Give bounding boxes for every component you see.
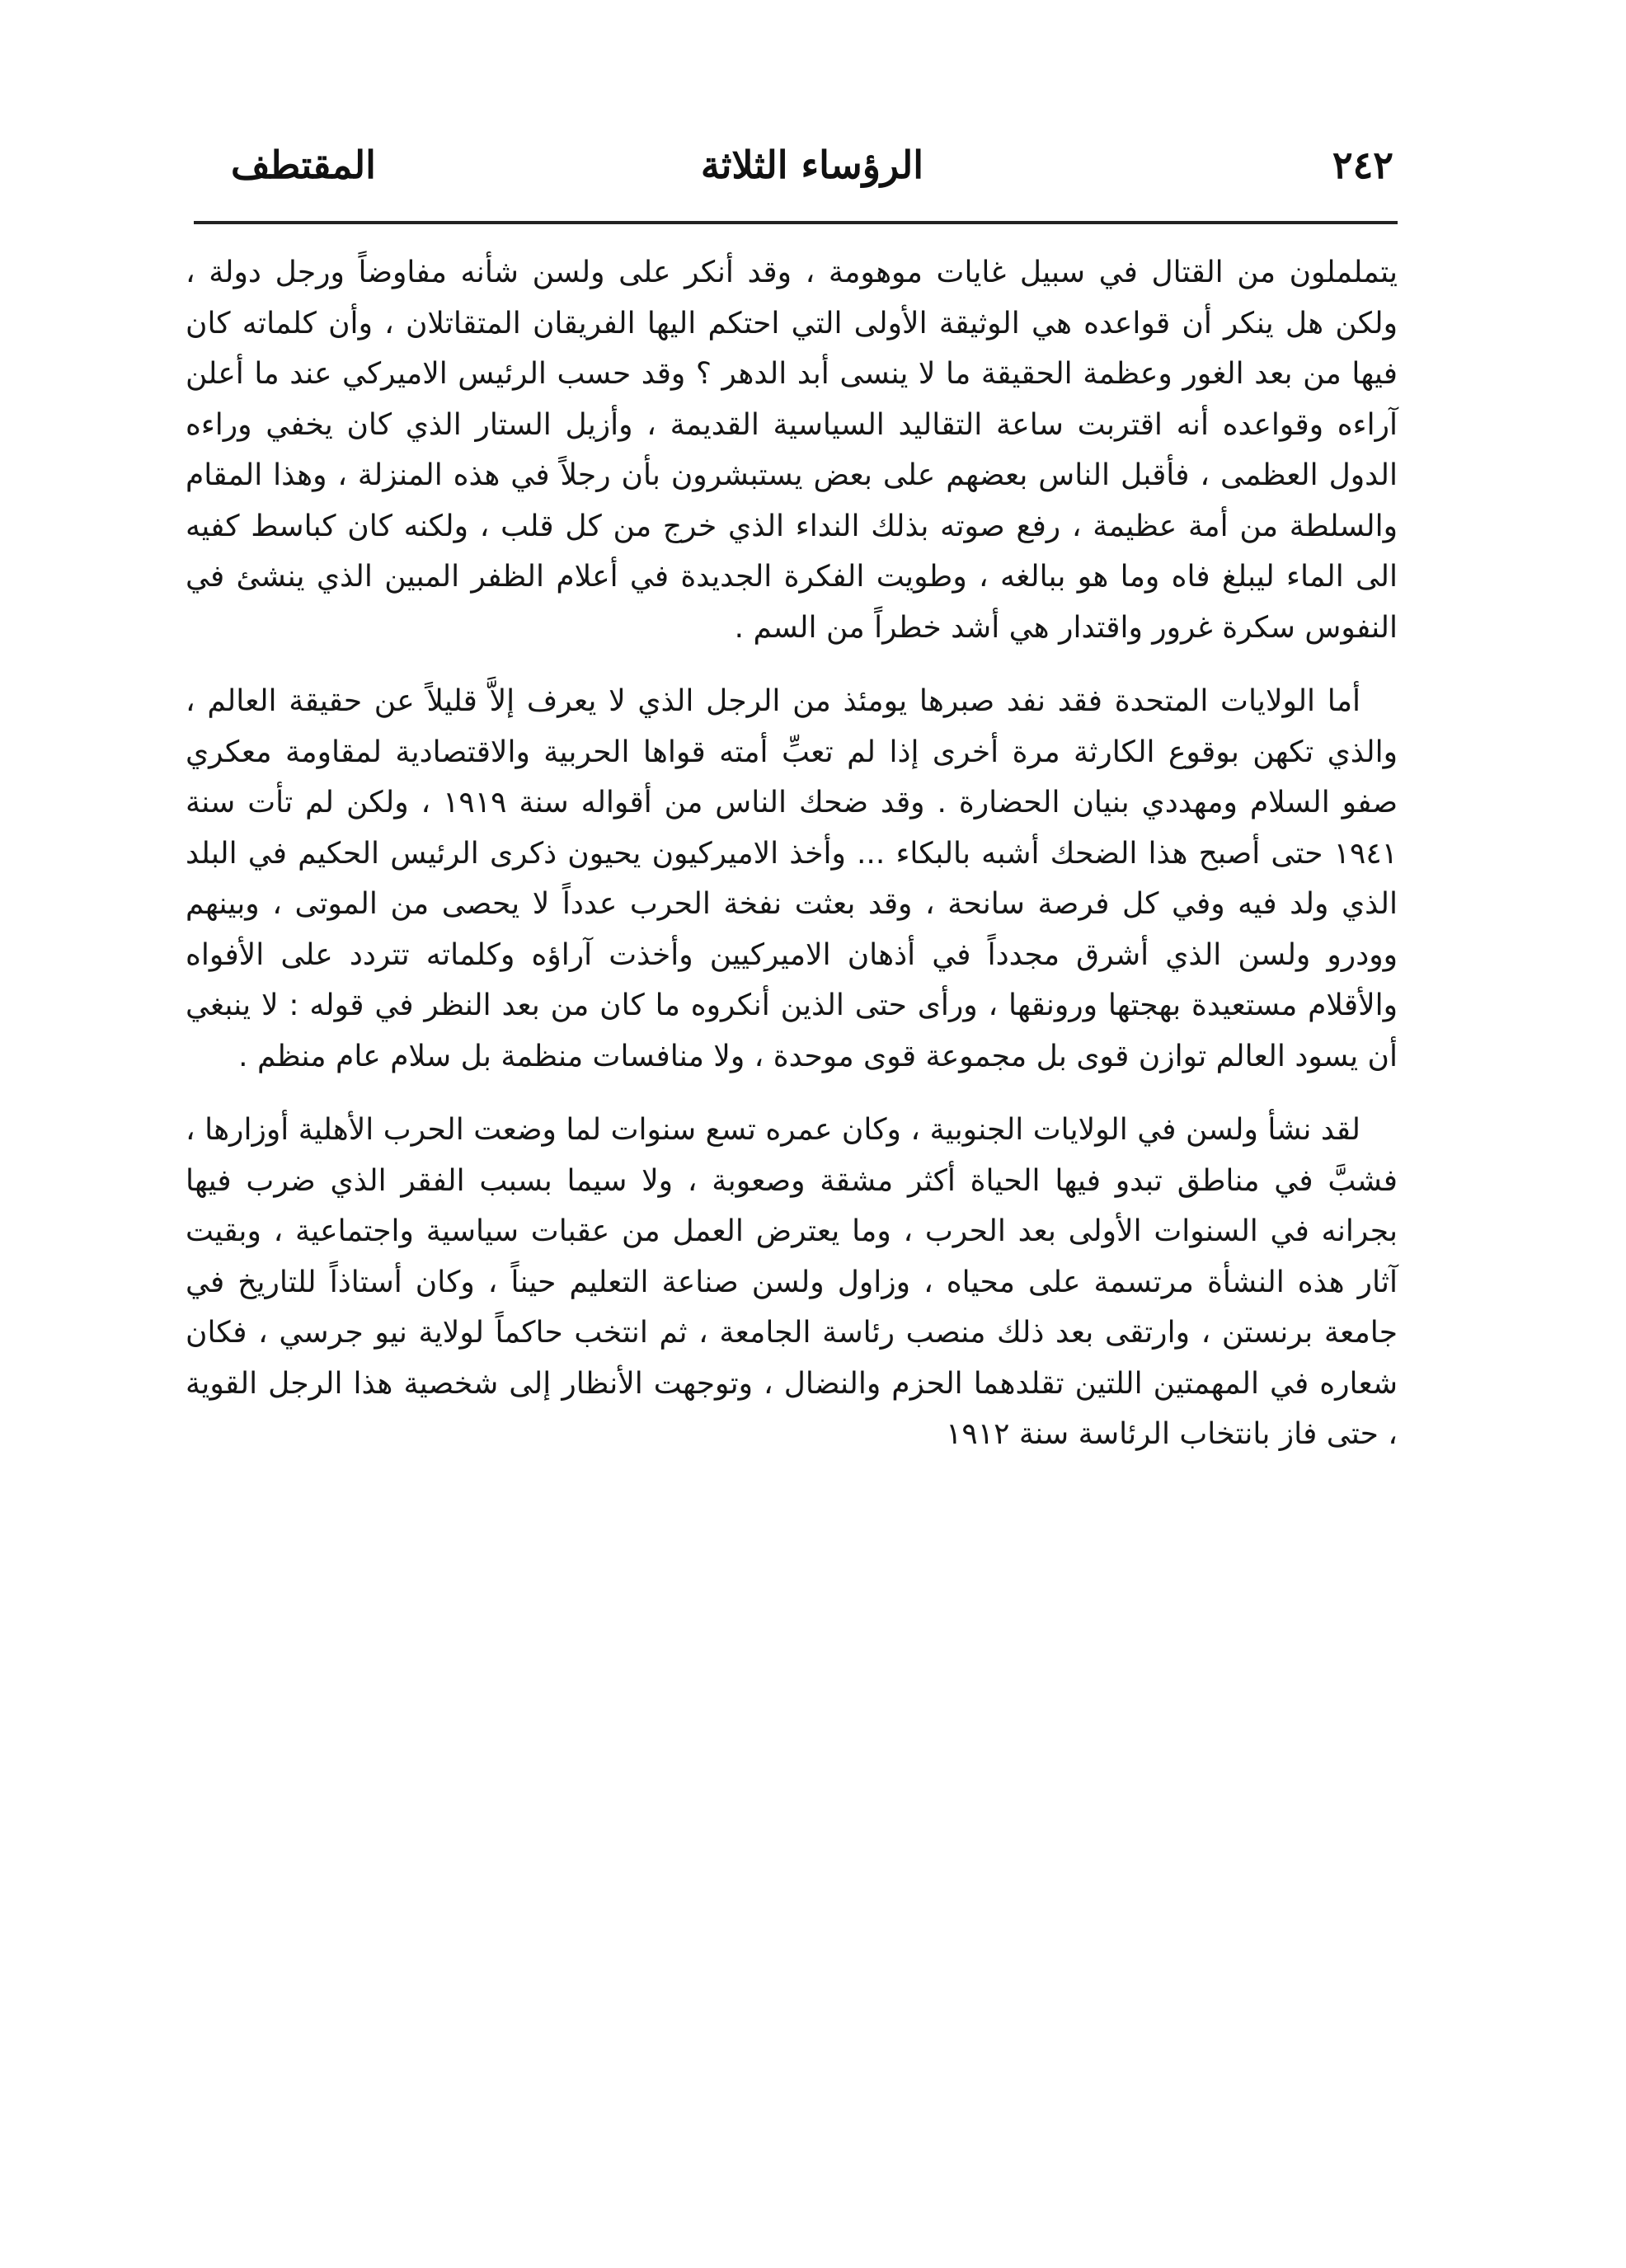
journal-name: المقتطف (231, 143, 376, 187)
chapter-title: الرؤساء الثلاثة (700, 143, 924, 187)
article-body (186, 247, 1398, 2168)
paragraph: أما الولايات المتحدة فقد نفد صبرها يومئذ من الرجل الذي لا يعرف إلاَّ قليلاً عن حقيقة العالم ، والذي تكهن بوقوع الكارثة مرة أخرى إذا لم تعبِّ أمته قواها الحربية والاقتصادية لمقاومة معكري صفو السلام ومهددي بنيان الحضارة . وقد ضحك الناس من أقواله سنة ١٩١٩ ، ولكن لم تأت سنة ١٩٤١ حتى أصبح هذا الضحك أشبه بالبكاء ... وأخذ الاميركيون يحيون ذكرى الرئيس الحكيم في البلد الذي ولد فيه وفي كل فرصة سانحة ، وقد بعثت نفخة الحرب عدداً لا يحصى من الموتى ، وبينهم وودرو ولسن الذي أشرق مجدداً في أذهان الاميركيين وأخذت آراؤه وكلماته تتردد على الأفواه والأقلام مستعيدة بهجتها ورونقها ، ورأى حتى الذين أنكروه ما كان من بعد النظر في قوله : لا ينبغي أن يسود العالم توازن قوى بل مجموعة قوى موحدة ، ولا منافسات منظمة بل سلام عام منظم . (186, 684, 1398, 1073)
paragraph: يتململون من القتال في سبيل غايات موهومة ، وقد أنكر على ولسن شأنه مفاوضاً ورجل دولة ، ولكن هل ينكر أن قواعده هي الوثيقة الأولى التي احتكم اليها الفريقان المتقاتلان ، وأن كلماته كان فيها من بعد الغور وعظمة الحقيقة ما لا ينسى أبد الدهر ؟ وقد حسب الرئيس الاميركي عند ما أعلن آراءه وقواعده أنه اقتربت ساعة التقاليد السياسية القديمة ، وأزيل الستار الذي كان يخفي وراءه الدول العظمى ، فأقبل الناس بعضهم على بعض يستبشرون بأن رجلاً في هذه المنزلة ، وهذا المقام والسلطة من أمة عظيمة ، رفع صوته بذلك النداء الذي خرج من كل قلب ، ولكنه كان كباسط كفيه الى الماء ليبلغ فاه وما هو ببالغه ، وطويت الفكرة الجديدة في أعلام الظفر المبين الذي ينشئ في النفوس سكرة غرور واقتدار هي أشد خطراً من السم . (186, 256, 1398, 645)
paragraph-gap (186, 1082, 1398, 1105)
header-rule (194, 221, 1398, 224)
paragraph-gap (186, 653, 1398, 676)
page-number: ٢٤٢ (1332, 143, 1393, 187)
paragraph: لقد نشأ ولسن في الولايات الجنوبية ، وكان عمره تسع سنوات لما وضعت الحرب الأهلية أوزارها ، فشبَّ في مناطق تبدو فيها الحياة أكثر مشقة وصعوبة ، ولا سيما بسبب الفقر الذي ضرب فيها بجرانه في السنوات الأولى بعد الحرب ، وما يعترض العمل من عقبات سياسية واجتماعية ، وبقيت آثار هذه النشأة مرتسمة على محياه ، وزاول ولسن صناعة التعليم حيناً ، وكان أستاذاً للتاريخ في جامعة برنستن ، وارتقى بعد ذلك منصب رئاسة الجامعة ، ثم انتخب حاكماً لولاية نيو جرسي ، فكان شعاره في المهمتين اللتين تقلدهما الحزم والنضال ، وتوجهت الأنظار إلى شخصية هذا الرجل القوية ، حتى فاز بانتخاب الرئاسة سنة ١٩١٢ (186, 1113, 1398, 1451)
running-head (231, 136, 1393, 202)
